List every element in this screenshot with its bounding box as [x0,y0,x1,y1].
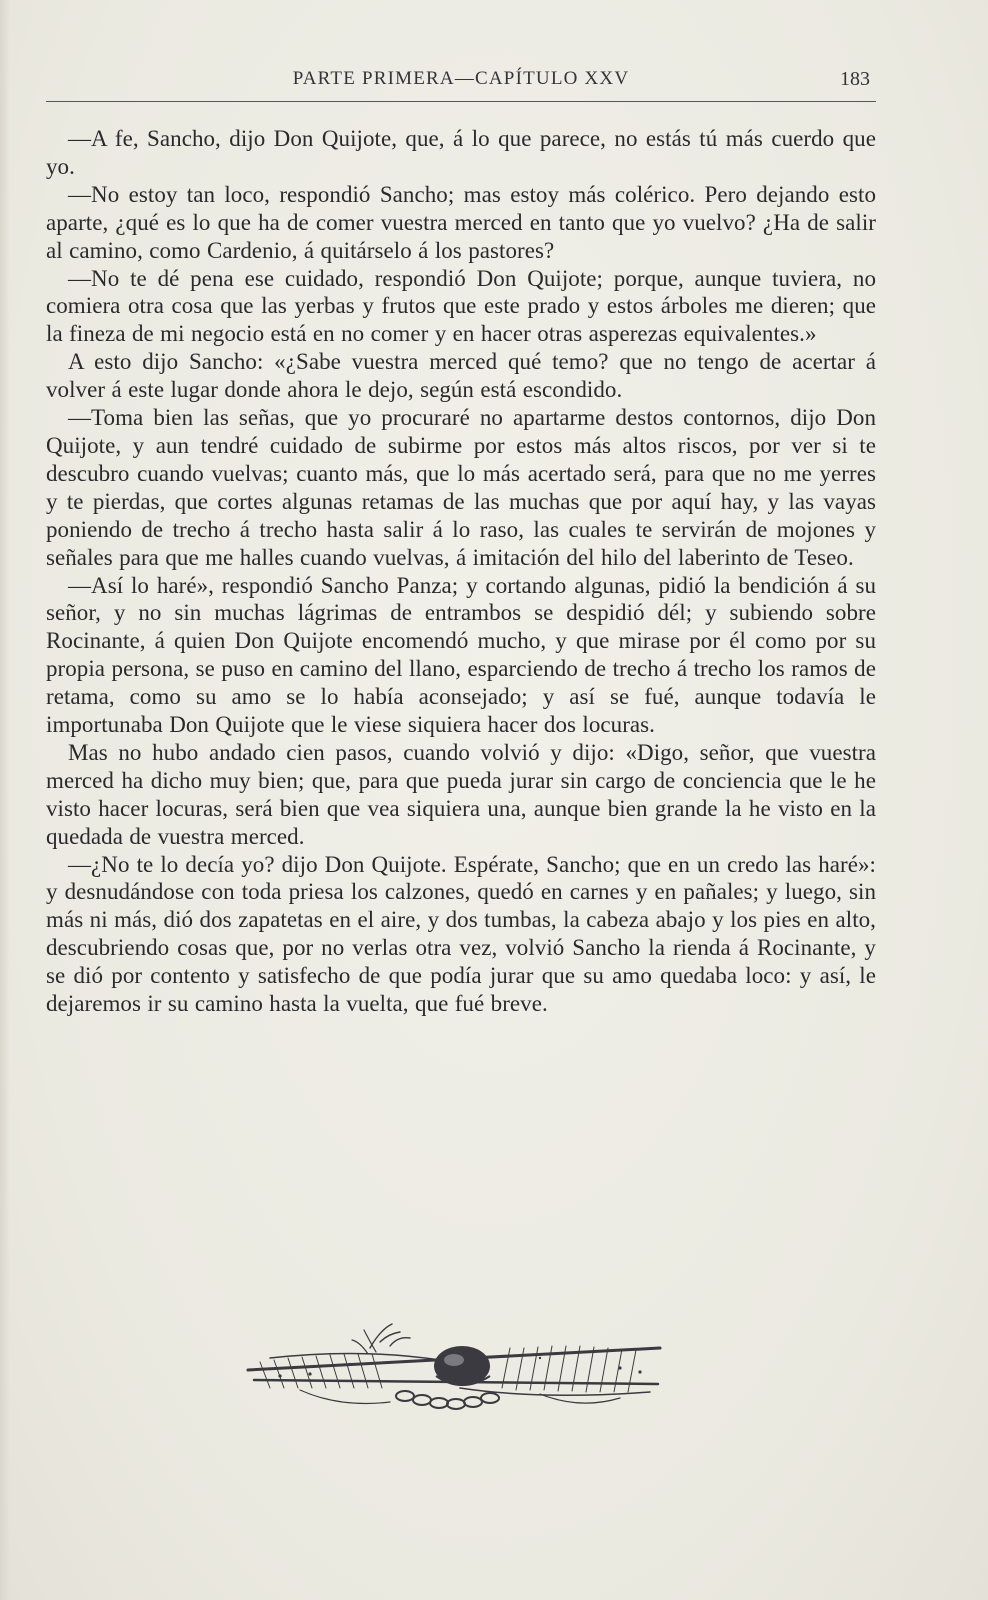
paragraph: A esto dijo Sancho: «¿Sabe vuestra merced qué temo? que no tengo de acertar á volver á este lugar donde ahora le dejo, según está escondido. [46,349,876,403]
paragraph: —A fe, Sancho, dijo Don Quijote, que, á lo que parece, no estás tú más cuerdo que yo. [46,126,876,179]
paragraph: —¿No te lo decía yo? dijo Don Quijote. Espérate, Sancho; que en un credo las haré»: y desnudándose con toda priesa los calzones, quedó en carnes y en pañales; y luego, sin más ni más, dió dos zapatetas en el aire, y dos tumbas, la cabeza abajo y los pies en alto, descubriendo cosas que, por no verlas otra vez, volvió Sancho la rienda á Rocinante, y se dió por contento y satisfecho de que podía jurar que su amo quedaba loco: y así, le dejaremos ir su camino hasta la vuelta, que fué breve. [46,851,876,1017]
page-number: 183 [840,68,870,90]
header-rule [46,101,876,102]
running-title: PARTE PRIMERA—CAPÍTULO XXV [292,68,630,89]
paragraph: Mas no hubo andado cien pasos, cuando volvió y dijo: «Digo, señor, que vuestra merced ha dicho muy bien; que, para que pueda jurar sin cargo de conciencia que le he visto hacer locuras, será bien que vea siquiera una, aunque bien grande la he visto en la quedada de vuestra merced. [46,739,876,849]
paragraph: —No estoy tan loco, respondió Sancho; mas estoy más colérico. Pero dejando esto aparte, ¿qué es lo que ha de comer vuestra merced en tanto que yo vuelvo? ¿Ha de salir al camino, como Cardenio, á quitárselo á los pastores? [46,181,876,263]
body-text [46,125,876,1018]
page-gutter-shadow [0,0,10,1600]
paragraph: —Así lo haré», respondió Sancho Panza; y cortando algunas, pidió la bendición á su señor, y no sin muchas lágrimas de entrambos se despidió dél; y subiendo sobre Rocinante, á quien Don Quijote encomendó mucho, y que mirase por él como por su propia persona, se puso en camino del llano, esparciendo de trecho á trecho los ramos de retama, como su amo se lo había aconsejado; y así se fué, aunque todavía le importunaba Don Quijote que le viese siquiera hacer dos locuras. [46,572,876,738]
paragraph: —Toma bien las señas, que yo procuraré no apartarme destos contornos, dijo Don Quijote, y aun tendré cuidado de subirme por estos más altos riscos, por ver si te descubro cuando vuelvas; cuanto más, que lo más acertado será, para que no me yerres y te pierdas, que cortes algunas retamas de las muchas que por aquí hay, y las vayas poniendo de trecho á trecho hasta salir á lo raso, las cuales te servirán de mojones y señales para que me halles cuando vuelvas, á imitación del hilo del laberinto de Teseo. [46,405,876,570]
tailpiece-engraving-icon [240,1318,670,1428]
page-header [46,66,876,96]
paragraph: —No te dé pena ese cuidado, respondió Don Quijote; porque, aunque tuviera, no comiera otra cosa que las yerbas y frutos que este prado y estos árboles me dieren; que la fineza de mi negocio está en no comer y en hacer otras asperezas equivalentes.» [46,265,876,347]
